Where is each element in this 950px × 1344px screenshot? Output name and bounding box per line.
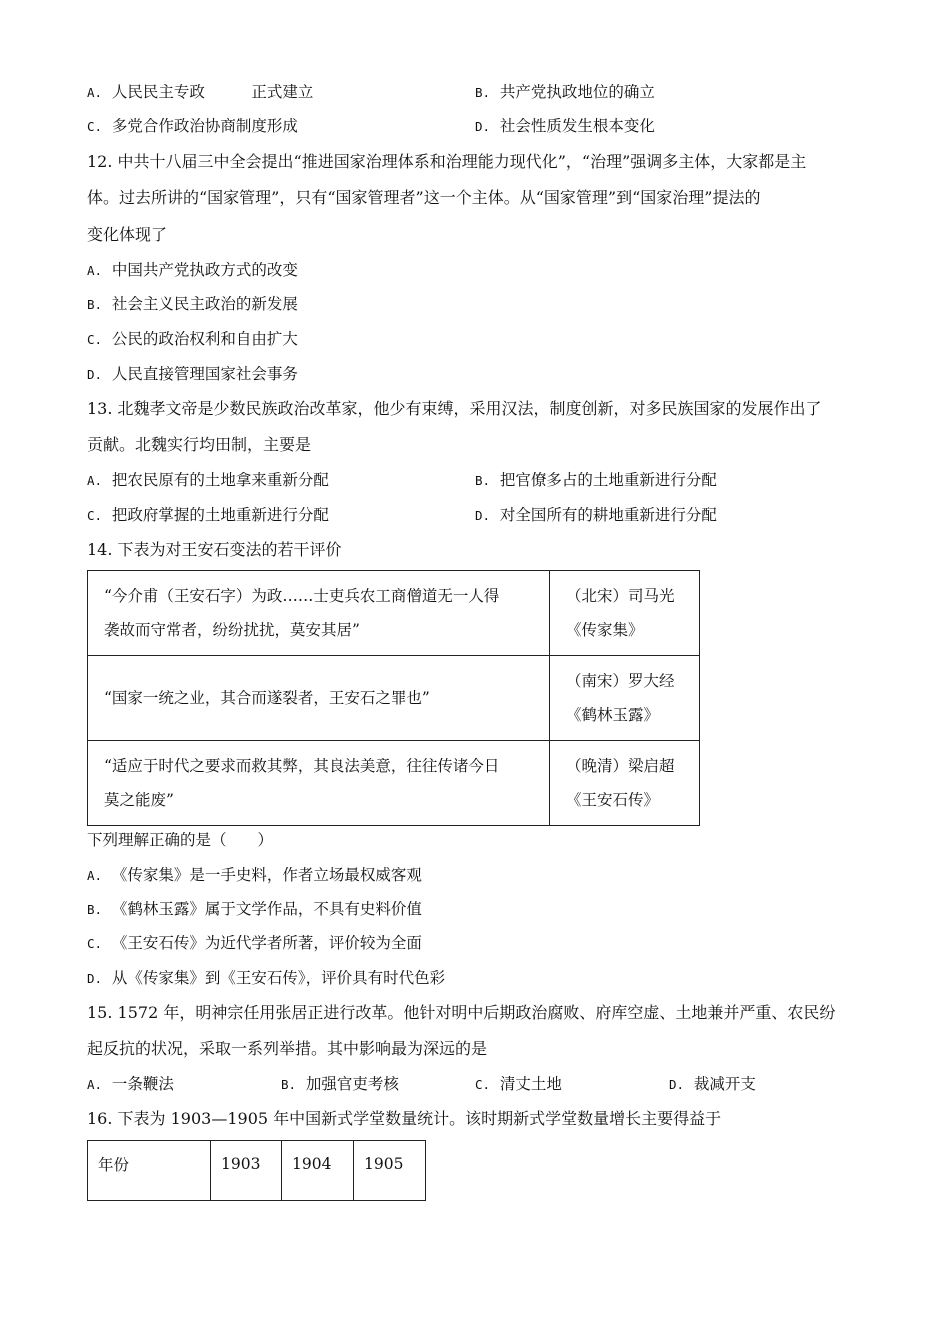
option-text: 共产党执政地位的确立 (499, 83, 655, 101)
q15-stem-line-2: 起反抗的状况，采取一系列举措。其中影响最为深远的是 (87, 1039, 488, 1058)
quote-line: 袭故而守常者，纷纷扰扰，莫安其居” (104, 621, 360, 639)
option-text: 《王安石传》为近代学者所著，评价较为全面 (111, 934, 422, 952)
option-text: 人民民主专政 正式建立 (111, 83, 314, 101)
option-text: 《鹤林玉露》属于文学作品，不具有史料价值 (111, 900, 422, 918)
q15-stem-line-1: 15. 1572 年，明神宗任用张居正进行改革。他针对明中后期政治腐败、府库空虚、土地兼并严重、农民纷 (87, 1003, 836, 1022)
table-header-cell: 年份 (88, 1141, 211, 1201)
option-text: 从《传家集》到《王安石传》，评价具有时代色彩 (111, 969, 446, 987)
option-letter: B. (475, 473, 491, 488)
option-text: 人民直接管理国家社会事务 (111, 365, 298, 383)
q15-option-b (281, 1074, 399, 1095)
option-text: 公民的政治权利和自由扩大 (111, 330, 298, 348)
option-text: 《传家集》是一手史料，作者立场最权威客观 (111, 866, 422, 884)
q12-option-c (87, 329, 298, 350)
quote-line: “今介甫（王安石字）为政……士吏兵农工商僧道无一人得 (104, 587, 500, 605)
q13-stem-line-2: 贡献。北魏实行均田制，主要是 (87, 435, 312, 454)
q14-option-b (87, 899, 422, 920)
q13-option-b (475, 470, 717, 491)
school-count-table (87, 1140, 426, 1201)
option-letter: D. (87, 971, 103, 986)
option-letter: C. (87, 332, 103, 347)
source-author: （南宋）罗大经 (566, 672, 675, 690)
table-row (88, 571, 700, 656)
q13-option-c (87, 505, 329, 526)
q16-stem: 16. 下表为 1903—1905 年中国新式学堂数量统计。该时期新式学堂数量增长主要得益于 (87, 1109, 722, 1128)
q11-option-a (87, 82, 313, 103)
option-letter: C. (87, 936, 103, 951)
q14-option-d (87, 968, 445, 989)
option-letter: A. (87, 868, 103, 883)
option-letter: B. (87, 902, 103, 917)
option-letter: C. (87, 508, 103, 523)
option-text: 把农民原有的土地拿来重新分配 (111, 471, 329, 489)
option-text: 中国共产党执政方式的改变 (111, 261, 298, 279)
q12-stem-line-1: 12. 中共十八届三中全会提出“推进国家治理体系和治理能力现代化”，“治理”强调多主体，大家都是主 (87, 152, 807, 171)
option-text: 把官僚多占的土地重新进行分配 (499, 471, 717, 489)
option-letter: D. (475, 508, 491, 523)
q13-option-d (475, 505, 717, 526)
q14-option-c (87, 933, 422, 954)
table-row (88, 1141, 426, 1201)
quote-line: “适应于时代之要求而救其弊，其良法美意，往往传诸今日 (104, 757, 500, 775)
option-letter: A. (87, 85, 103, 100)
source-cell (550, 741, 700, 826)
source-author: （北宋）司马光 (566, 587, 675, 605)
option-letter: A. (87, 473, 103, 488)
quote-cell (88, 571, 550, 656)
q14-option-a (87, 865, 422, 886)
source-cell (550, 571, 700, 656)
q12-stem-line-2: 体。过去所讲的“国家管理”，只有“国家管理者”这一个主体。从“国家管理”到“国家治理”提法的 (87, 188, 761, 207)
q11-option-b (475, 82, 655, 103)
option-text: 社会性质发生根本变化 (499, 117, 655, 135)
q12-stem-line-3: 变化体现了 (87, 225, 168, 244)
option-text: 裁减开支 (693, 1075, 756, 1093)
option-letter: D. (475, 119, 491, 134)
q12-option-d (87, 364, 298, 385)
source-cell (550, 656, 700, 741)
option-text: 加强官吏考核 (305, 1075, 399, 1093)
source-author: （晚清）梁启超 (566, 757, 675, 775)
q14-stem: 14. 下表为对王安石变法的若干评价 (87, 540, 342, 559)
quote-cell (88, 656, 550, 741)
option-text: 社会主义民主政治的新发展 (111, 295, 298, 313)
source-book: 《传家集》 (566, 621, 644, 639)
option-text: 对全国所有的耕地重新进行分配 (499, 506, 717, 524)
table-header-cell: 1904 (282, 1141, 354, 1201)
option-letter: A. (87, 1077, 103, 1092)
q15-option-c (475, 1074, 562, 1095)
table-row (88, 741, 700, 826)
evaluation-table (87, 570, 700, 826)
option-text: 清丈土地 (499, 1075, 562, 1093)
source-book: 《王安石传》 (566, 791, 660, 809)
q12-option-b (87, 294, 298, 315)
table-header-cell: 1905 (354, 1141, 426, 1201)
option-letter: D. (669, 1077, 685, 1092)
option-letter: A. (87, 263, 103, 278)
option-text: 一条鞭法 (111, 1075, 174, 1093)
option-text: 多党合作政治协商制度形成 (111, 117, 298, 135)
quote-line: 莫之能废” (104, 791, 174, 809)
option-letter: C. (475, 1077, 491, 1092)
source-book: 《鹤林玉露》 (566, 706, 660, 724)
option-letter: B. (475, 85, 491, 100)
quote-cell (88, 741, 550, 826)
option-text: 把政府掌握的土地重新进行分配 (111, 506, 329, 524)
q12-option-a (87, 260, 298, 281)
q15-option-d (669, 1074, 756, 1095)
option-letter: B. (281, 1077, 297, 1092)
option-letter: D. (87, 367, 103, 382)
q15-option-a (87, 1074, 174, 1095)
option-letter: C. (87, 119, 103, 134)
option-letter: B. (87, 297, 103, 312)
q13-option-a (87, 470, 329, 491)
q11-option-d (475, 116, 655, 137)
table-row (88, 656, 700, 741)
q11-option-c (87, 116, 298, 137)
q14-prompt: 下列理解正确的是（ ） (87, 831, 274, 849)
table-header-cell: 1903 (211, 1141, 282, 1201)
q13-stem-line-1: 13. 北魏孝文帝是少数民族政治改革家，他少有束缚，采用汉法，制度创新，对多民族国家的发展作出了 (87, 399, 822, 418)
quote-line: “国家一统之业，其合而遂裂者，王安石之罪也” (104, 689, 430, 707)
